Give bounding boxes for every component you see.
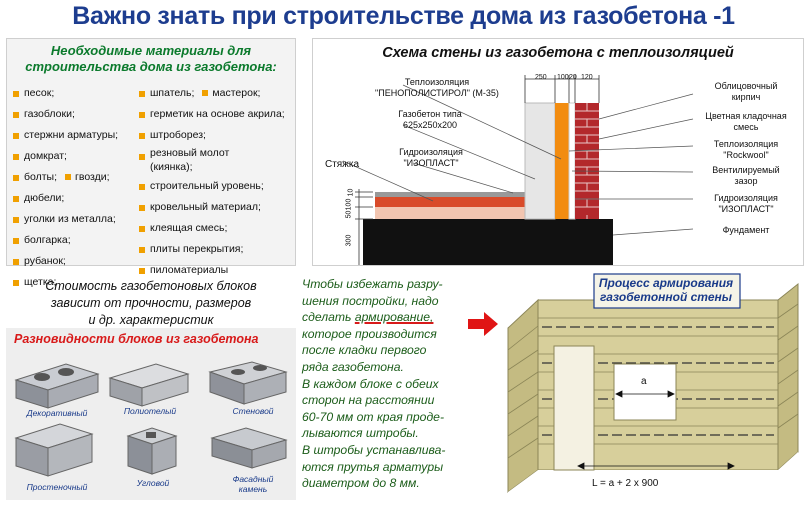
material-item: строительный уровень; bbox=[139, 176, 285, 197]
material-item: дюбели; bbox=[13, 188, 118, 209]
material-item: рубанок; bbox=[13, 251, 118, 272]
aerated-concrete-wall bbox=[525, 103, 555, 219]
material-item: щетка; bbox=[13, 272, 118, 293]
cost-note: Стоимость газобетоновых блоков зависит от прочности, размеров и др. характеристик bbox=[45, 279, 257, 327]
label-facing-brick: Облицовочный кирпич bbox=[714, 81, 778, 102]
block-corner bbox=[128, 428, 176, 474]
block-types-panel bbox=[6, 328, 296, 500]
insulation-layer bbox=[555, 103, 569, 219]
block-facade bbox=[212, 428, 286, 468]
title-text: Важно знать при строительстве дома из газобетона bbox=[72, 2, 707, 30]
label-decorative: Декоративный bbox=[26, 408, 88, 418]
dim-100-side: 100 bbox=[345, 198, 353, 211]
block-types-title: Разновидности блоков из газобетона bbox=[14, 332, 259, 346]
label-corner: Угловой bbox=[136, 478, 170, 488]
screed-layer bbox=[375, 197, 525, 207]
block-wall bbox=[210, 362, 286, 404]
material-item: болгарка; bbox=[13, 230, 118, 251]
scheme-title: Схема стены из газобетона с теплоизоляцией bbox=[382, 45, 734, 61]
label-masonry-mix: Цветная кладочная смесь bbox=[705, 111, 787, 132]
label-screed: Стяжка bbox=[324, 159, 360, 170]
label-ventilated-gap: Вентилируемый зазор bbox=[712, 165, 780, 186]
reinforcement-keyword: армирование, bbox=[354, 310, 434, 325]
block-partition bbox=[16, 424, 92, 476]
label-penopolystyrene: Теплоизоляция "ПЕНОПОЛИСТИРОЛ" (М-35) bbox=[375, 77, 499, 98]
material-item: штроборез; bbox=[139, 125, 285, 146]
material-item: герметик на основе акрила; bbox=[139, 104, 285, 125]
screed-base bbox=[375, 207, 525, 219]
materials-title-line1: Необходимые материалы для bbox=[50, 43, 252, 58]
label-rockwool: Теплоизоляция "Rockwool" bbox=[713, 139, 779, 160]
length-formula: L = a + 2 x 900 bbox=[592, 478, 659, 489]
dim-250: 250 bbox=[535, 74, 547, 81]
opening-width-label: a bbox=[641, 376, 647, 387]
material-item: домкрат; bbox=[13, 146, 118, 167]
wall-scheme-panel bbox=[312, 38, 804, 266]
dim-300: 300 bbox=[345, 234, 353, 247]
material-item: пиломатериалы bbox=[139, 260, 285, 281]
dim-100: 100 bbox=[557, 74, 569, 81]
ventilated-gap bbox=[569, 103, 575, 219]
reinforcement-title: Процесс армирования газобетонной стены bbox=[598, 276, 734, 304]
label-wall: Стеновой bbox=[232, 406, 274, 416]
title-number: -1 bbox=[713, 2, 735, 30]
material-item: клеящая смесь; bbox=[139, 218, 285, 239]
material-item: шпатель; мастерок; bbox=[139, 83, 285, 104]
page-title bbox=[0, 2, 807, 31]
block-decorative bbox=[16, 364, 98, 408]
label-izoplast-right: Гидроизоляция "ИЗОПЛАСТ" bbox=[714, 193, 778, 214]
facing-brick bbox=[575, 103, 599, 219]
material-item: песок; bbox=[13, 83, 118, 104]
reinforcement-panel bbox=[498, 270, 804, 500]
materials-column-1 bbox=[13, 83, 118, 293]
label-foundation: Фундамент bbox=[722, 225, 770, 235]
label-izoplast-left: Гидроизоляция "ИЗОПЛАСТ" bbox=[399, 147, 463, 168]
material-item: плиты перекрытия; bbox=[139, 239, 285, 260]
label-hollow: Полиотелый bbox=[123, 406, 177, 416]
materials-title-line2: строительства дома из газобетона: bbox=[25, 59, 277, 74]
material-trowel: мастерок; bbox=[212, 87, 261, 99]
dim-120: 120 bbox=[581, 74, 593, 81]
label-partition: Простеночный bbox=[26, 482, 88, 492]
rebar-note: Чтобы избежать разру- шения постройки, надо сделать армирование, которое производится после кладки первого ряда газобетона. В каждом блоке с обеих сторон на расстоянии 60-70 мм от края проде- лываются штробы. В штробы устанавлива- ются прутья арматуры диаметром до 8 мм. bbox=[302, 277, 446, 491]
material-item: кровельный материал; bbox=[139, 197, 285, 218]
materials-column-2 bbox=[139, 83, 285, 281]
label-aerated-concrete: Газобетон типа 625x250x200 bbox=[398, 109, 462, 130]
dim-10: 10 bbox=[347, 188, 355, 197]
foundation bbox=[363, 219, 613, 265]
material-nails: гвозди; bbox=[75, 171, 110, 183]
material-item-cont: (киянка); bbox=[150, 161, 193, 173]
label-facade: Фасадный камень bbox=[232, 474, 274, 494]
material-item: газоблоки; bbox=[13, 104, 118, 125]
material-item: уголки из металла; bbox=[13, 209, 118, 230]
red-arrow-icon bbox=[468, 312, 500, 336]
dim-20: 20 bbox=[569, 74, 577, 81]
material-item: резновый молот bbox=[139, 146, 285, 161]
material-item: болты; гвозди; bbox=[13, 167, 118, 188]
materials-title bbox=[7, 43, 295, 75]
reinforced-wall-drawing bbox=[498, 270, 804, 500]
waterproofing-layer bbox=[375, 192, 525, 197]
material-item: стержни арматуры; bbox=[13, 125, 118, 146]
materials-panel bbox=[6, 38, 296, 288]
dim-50: 50 bbox=[345, 210, 353, 219]
block-hollow bbox=[110, 364, 188, 406]
